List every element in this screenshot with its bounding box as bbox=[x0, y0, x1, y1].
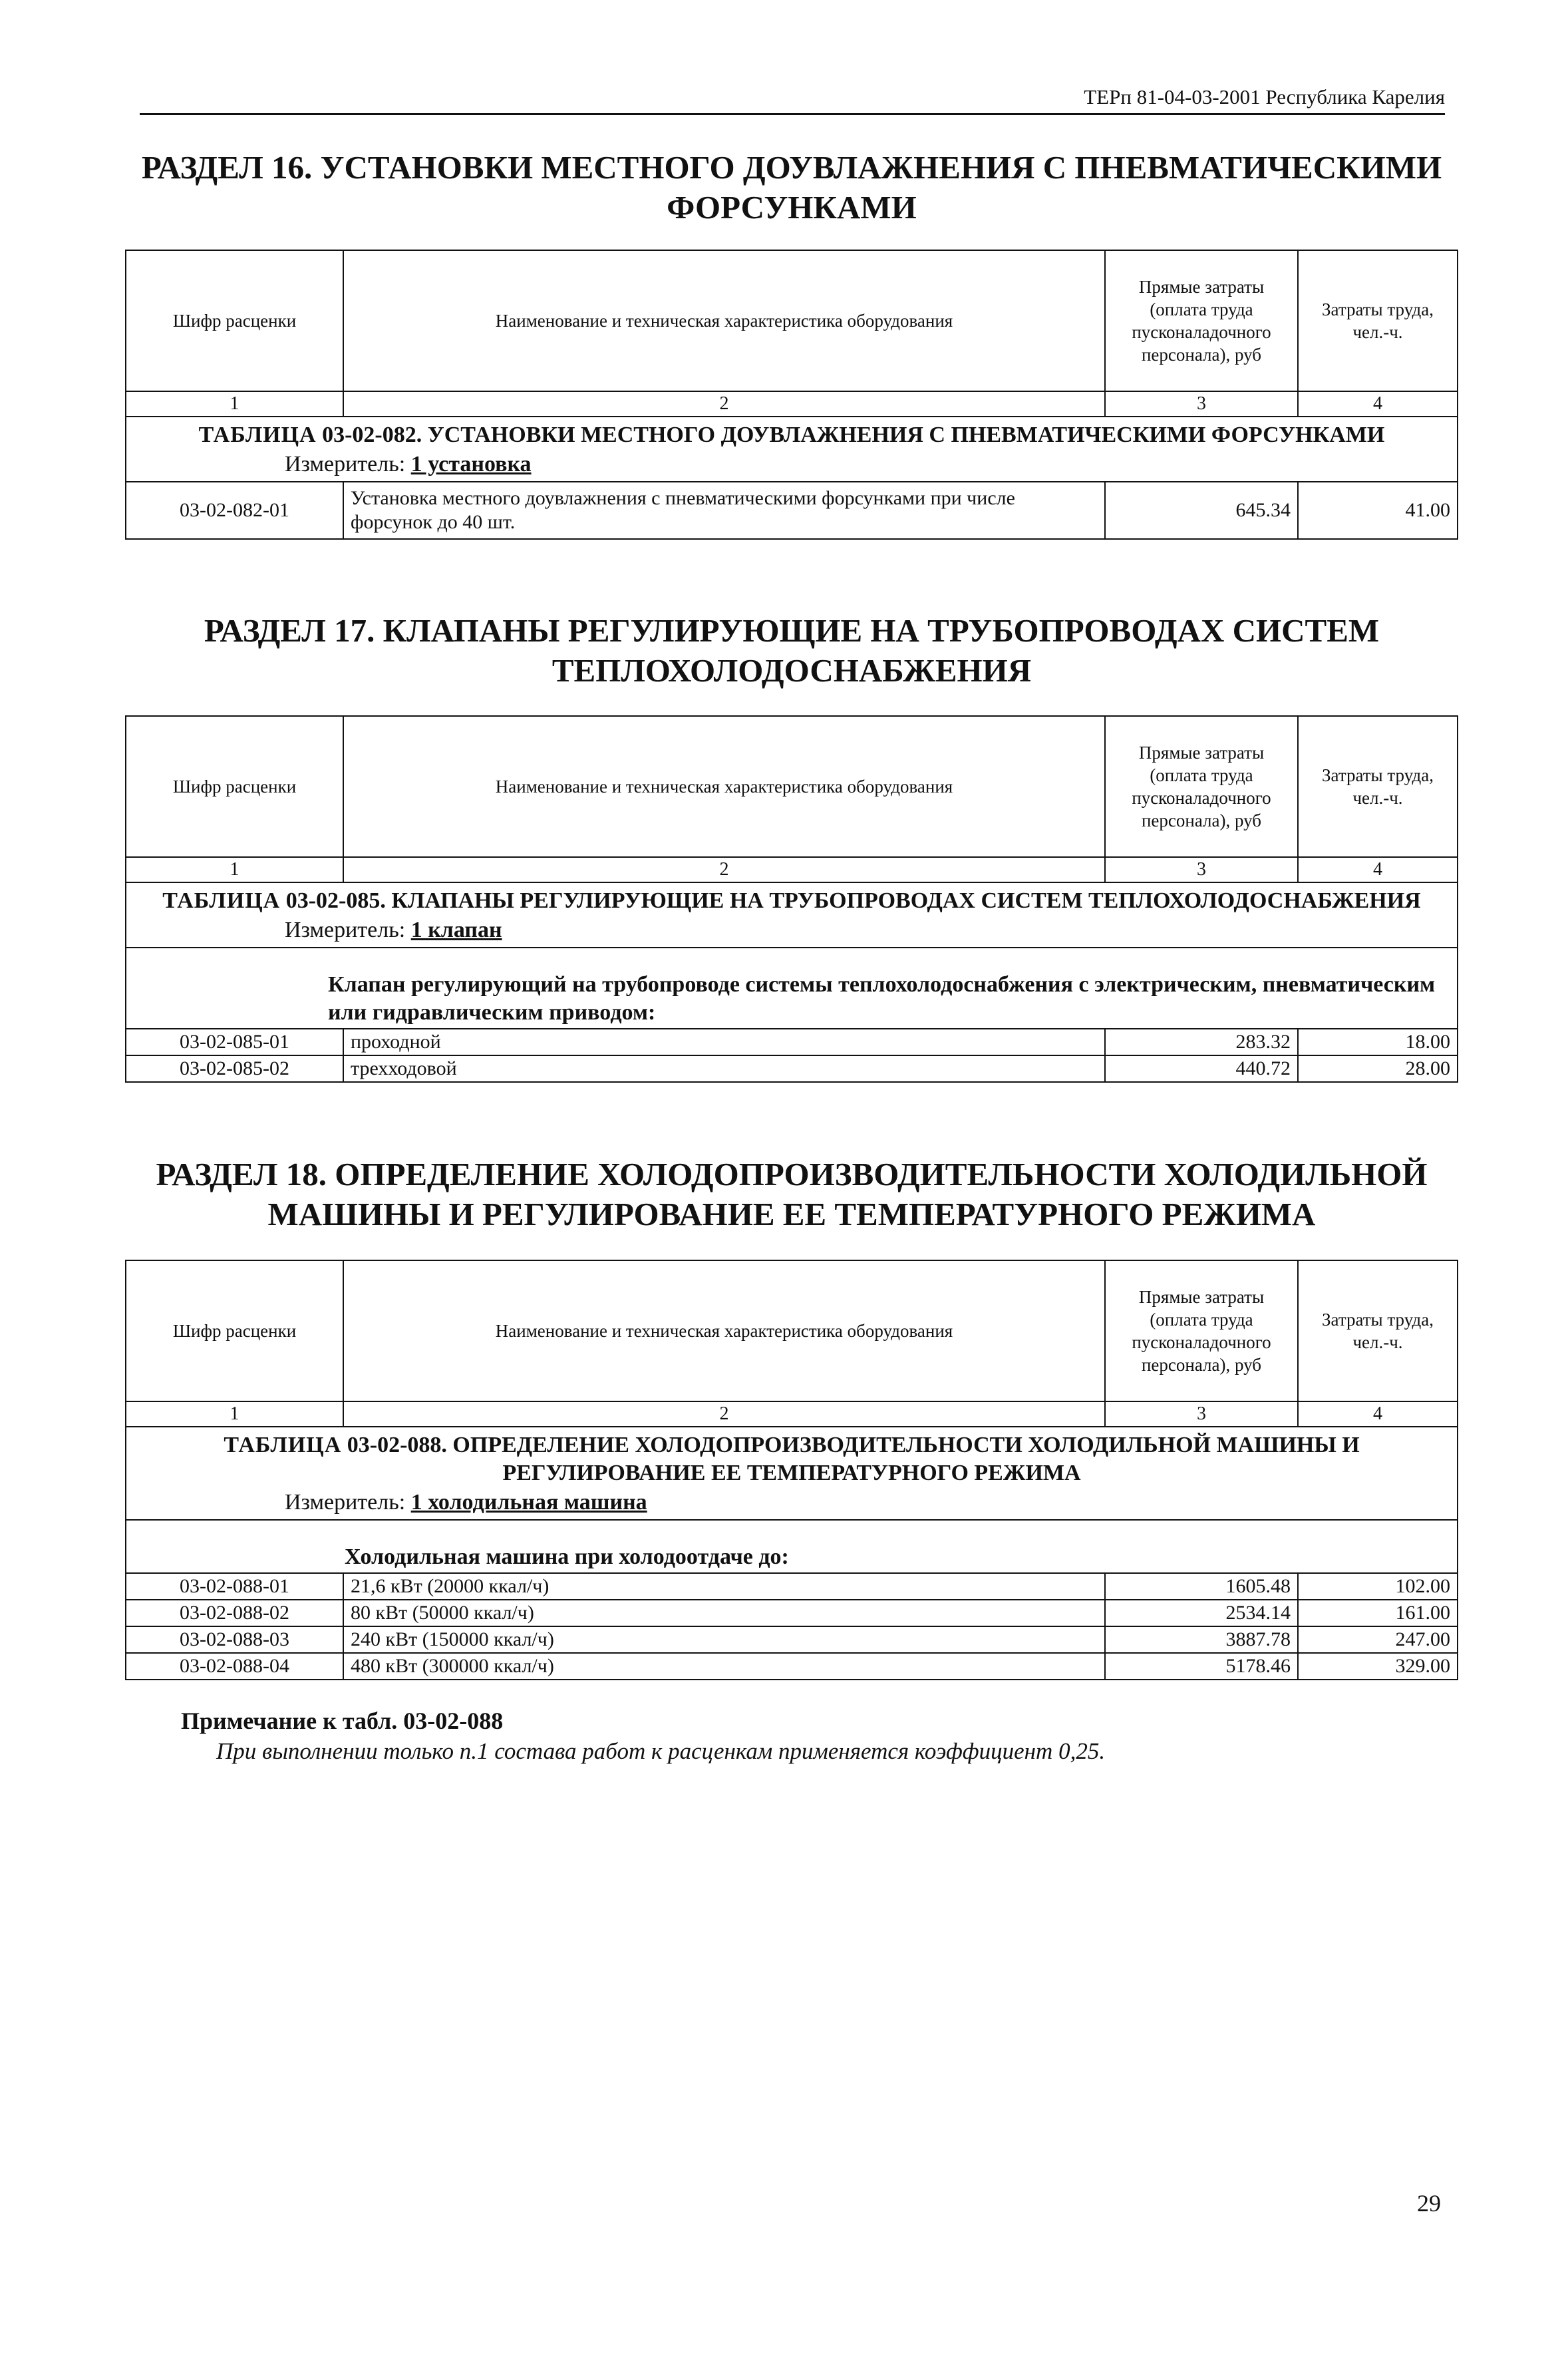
row-cost: 1605.48 bbox=[1105, 1573, 1298, 1600]
table-row bbox=[126, 1626, 1458, 1653]
row-name: Установка местного доувлажнения с пневматическими форсунками при числе форсунок до 40 шт. bbox=[343, 482, 1105, 539]
measurer-value: 1 установка bbox=[410, 452, 532, 476]
page-number: 29 bbox=[1417, 2190, 1441, 2217]
note-title: Примечание к табл. 03-02-088 bbox=[181, 1708, 504, 1734]
header-direct-costs: Прямые затраты (оплата труда пусконаладочного персонала), руб bbox=[1105, 250, 1298, 391]
column-number: 2 bbox=[343, 857, 1105, 882]
measurer-line bbox=[132, 1489, 1452, 1517]
table-title-row bbox=[126, 417, 1458, 482]
column-number: 3 bbox=[1105, 1401, 1298, 1427]
row-code: 03-02-085-02 bbox=[126, 1055, 343, 1082]
table-row bbox=[126, 1029, 1458, 1055]
column-number: 2 bbox=[343, 1401, 1105, 1427]
note-text: При выполнении только п.1 состава работ к расценкам применяется коэффициент 0,25. bbox=[216, 1738, 1106, 1764]
table-header-row bbox=[126, 716, 1458, 857]
column-number: 1 bbox=[126, 1401, 343, 1427]
row-name: трехходовой bbox=[343, 1055, 1105, 1082]
header-labor: Затраты труда, чел.-ч. bbox=[1298, 250, 1458, 391]
table-title-row bbox=[126, 1427, 1458, 1520]
measurer-label: Измеритель: bbox=[285, 918, 406, 942]
row-name: 240 кВт (150000 ккал/ч) bbox=[343, 1626, 1105, 1653]
header-labor: Затраты труда, чел.-ч. bbox=[1298, 716, 1458, 857]
row-labor: 18.00 bbox=[1298, 1029, 1458, 1055]
row-name: проходной bbox=[343, 1029, 1105, 1055]
section-18-title: РАЗДЕЛ 18. ОПРЕДЕЛЕНИЕ ХОЛОДОПРОИЗВОДИТЕЛЬНОСТИ ХОЛОДИЛЬНОЙ МАШИНЫ И РЕГУЛИРОВАНИЕ ЕЕ ТЕМПЕРАТУРНОГО РЕЖИМА bbox=[156, 1156, 1428, 1232]
table-label: ТАБЛИЦА bbox=[198, 423, 317, 447]
group-heading: Клапан регулирующий на трубопроводе системы теплохолодоснабжения с электрическим, пневматическим или гидравлическим приводом: bbox=[328, 972, 1436, 1025]
row-code: 03-02-085-01 bbox=[126, 1029, 343, 1055]
header-code: Шифр расценки bbox=[126, 250, 343, 391]
row-labor: 28.00 bbox=[1298, 1055, 1458, 1082]
column-number: 1 bbox=[126, 857, 343, 882]
column-number: 4 bbox=[1298, 391, 1458, 417]
row-cost: 3887.78 bbox=[1105, 1626, 1298, 1653]
table-row bbox=[126, 1573, 1458, 1600]
header-labor: Затраты труда, чел.-ч. bbox=[1298, 1260, 1458, 1401]
row-code: 03-02-088-02 bbox=[126, 1600, 343, 1626]
row-name: 21,6 кВт (20000 ккал/ч) bbox=[343, 1573, 1105, 1600]
table-row bbox=[126, 1600, 1458, 1626]
section-17-table bbox=[125, 715, 1458, 1083]
header-name: Наименование и техническая характеристика оборудования bbox=[343, 1260, 1105, 1401]
row-cost: 645.34 bbox=[1105, 482, 1298, 539]
column-number-row bbox=[126, 1401, 1458, 1427]
table-header-row bbox=[126, 250, 1458, 391]
row-labor: 41.00 bbox=[1298, 482, 1458, 539]
group-row bbox=[126, 948, 1458, 1029]
row-code: 03-02-082-01 bbox=[126, 482, 343, 539]
running-header: ТЕРп 81-04-03-2001 Республика Карелия bbox=[140, 85, 1445, 115]
group-heading: Холодильная машина при холодоотдаче до: bbox=[345, 1544, 789, 1569]
section-16-title: РАЗДЕЛ 16. УСТАНОВКИ МЕСТНОГО ДОУВЛАЖНЕНИЯ С ПНЕВМАТИЧЕСКИМИ ФОРСУНКАМИ bbox=[141, 149, 1442, 226]
row-cost: 440.72 bbox=[1105, 1055, 1298, 1082]
header-code: Шифр расценки bbox=[126, 716, 343, 857]
column-number: 3 bbox=[1105, 391, 1298, 417]
table-title: 03-02-088. ОПРЕДЕЛЕНИЕ ХОЛОДОПРОИЗВОДИТЕЛЬНОСТИ ХОЛОДИЛЬНОЙ МАШИНЫ И РЕГУЛИРОВАНИЕ ЕЕ ТЕМПЕРАТУРНОГО РЕЖИМА bbox=[347, 1433, 1360, 1485]
column-number-row bbox=[126, 857, 1458, 882]
row-cost: 283.32 bbox=[1105, 1029, 1298, 1055]
column-number-row bbox=[126, 391, 1458, 417]
section-16-table bbox=[125, 250, 1458, 540]
row-name: 480 кВт (300000 ккал/ч) bbox=[343, 1653, 1105, 1680]
table-row bbox=[126, 482, 1458, 539]
row-labor: 161.00 bbox=[1298, 1600, 1458, 1626]
column-number: 2 bbox=[343, 391, 1105, 417]
row-labor: 102.00 bbox=[1298, 1573, 1458, 1600]
measurer-label: Измеритель: bbox=[285, 452, 406, 476]
measurer-line bbox=[132, 451, 1452, 478]
section-17-title: РАЗДЕЛ 17. КЛАПАНЫ РЕГУЛИРУЮЩИЕ НА ТРУБОПРОВОДАХ СИСТЕМ ТЕПЛОХОЛОДОСНАБЖЕНИЯ bbox=[204, 612, 1380, 689]
row-name: 80 кВт (50000 ккал/ч) bbox=[343, 1600, 1105, 1626]
section-18-table bbox=[125, 1260, 1458, 1680]
table-title-row bbox=[126, 882, 1458, 948]
table-row bbox=[126, 1055, 1458, 1082]
row-code: 03-02-088-04 bbox=[126, 1653, 343, 1680]
measurer-value: 1 клапан bbox=[410, 918, 502, 942]
row-labor: 247.00 bbox=[1298, 1626, 1458, 1653]
measurer-value: 1 холодильная машина bbox=[410, 1490, 647, 1515]
header-direct-costs: Прямые затраты (оплата труда пусконаладочного персонала), руб bbox=[1105, 1260, 1298, 1401]
column-number: 4 bbox=[1298, 857, 1458, 882]
header-code: Шифр расценки bbox=[126, 1260, 343, 1401]
table-label: ТАБЛИЦА bbox=[162, 888, 281, 913]
measurer-label: Измеритель: bbox=[285, 1490, 406, 1515]
column-number: 4 bbox=[1298, 1401, 1458, 1427]
row-labor: 329.00 bbox=[1298, 1653, 1458, 1680]
table-row bbox=[126, 1653, 1458, 1680]
column-number: 1 bbox=[126, 391, 343, 417]
header-direct-costs: Прямые затраты (оплата труда пусконаладочного персонала), руб bbox=[1105, 716, 1298, 857]
column-number: 3 bbox=[1105, 857, 1298, 882]
table-title: 03-02-082. УСТАНОВКИ МЕСТНОГО ДОУВЛАЖНЕНИЯ С ПНЕВМАТИЧЕСКИМИ ФОРСУНКАМИ bbox=[322, 423, 1385, 447]
row-code: 03-02-088-03 bbox=[126, 1626, 343, 1653]
table-title: 03-02-085. КЛАПАНЫ РЕГУЛИРУЮЩИЕ НА ТРУБОПРОВОДАХ СИСТЕМ ТЕПЛОХОЛОДОСНАБЖЕНИЯ bbox=[285, 888, 1421, 913]
row-cost: 5178.46 bbox=[1105, 1653, 1298, 1680]
header-name: Наименование и техническая характеристика оборудования bbox=[343, 250, 1105, 391]
table-header-row bbox=[126, 1260, 1458, 1401]
row-code: 03-02-088-01 bbox=[126, 1573, 343, 1600]
measurer-line bbox=[132, 916, 1452, 944]
row-cost: 2534.14 bbox=[1105, 1600, 1298, 1626]
header-name: Наименование и техническая характеристика оборудования bbox=[343, 716, 1105, 857]
table-label: ТАБЛИЦА bbox=[224, 1433, 342, 1457]
group-row bbox=[126, 1520, 1458, 1573]
